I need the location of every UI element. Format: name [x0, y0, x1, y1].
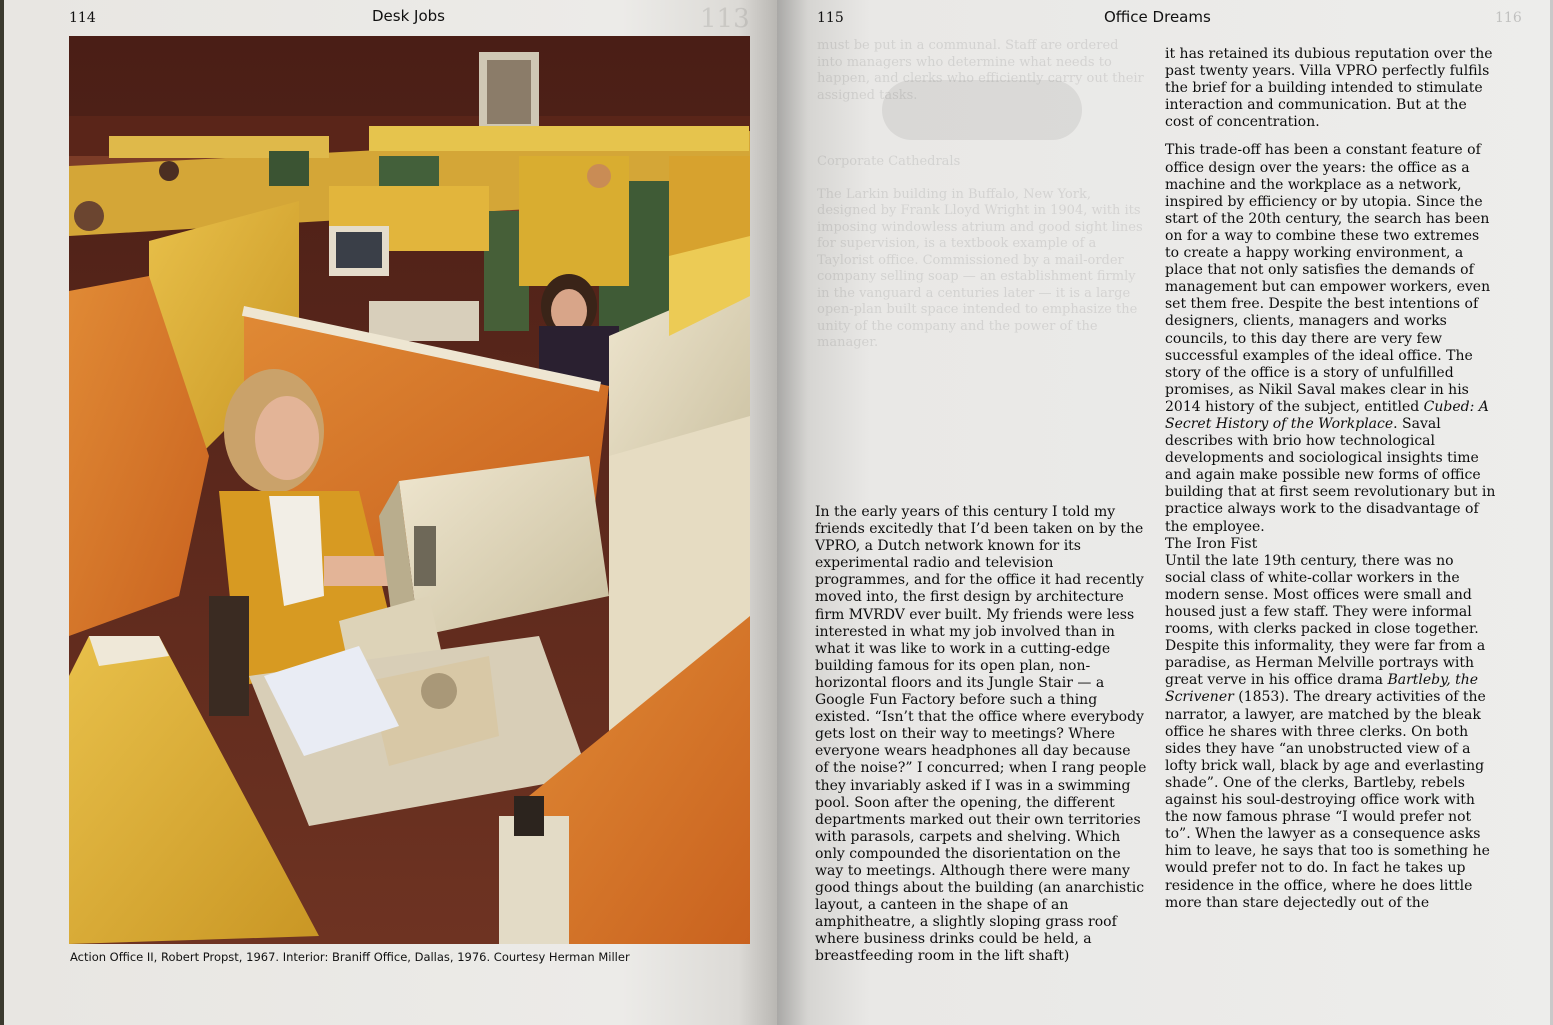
paragraph-villa-vpro: it has retained its dubious reputation over the past twenty years. Villa VPRO perfectly fulfils the brief for a building intended to stimulate interaction and communication. But at the cost of concentration.: [1165, 46, 1493, 131]
text-column-2: [1165, 46, 1497, 912]
paragraph-trade-off-text-b: . Saval describes with brio how technological developments and sociological insights time and again make possible new forms of office building that at first seem revolutionary but in practice always work to the disadvantage of the employee.: [1165, 415, 1496, 535]
photo-caption: Action Office II, Robert Propst, 1967. Interior: Braniff Office, Dallas, 1976. Courtesy Herman Miller: [70, 950, 630, 964]
show-through-shape: [882, 80, 1082, 140]
paragraph-vpro: In the early years of this century I told my friends excitedly that I’d been taken on by the VPRO, a Dutch network known for its experimental radio and television programmes, and for the office it had recently moved into, the first design by architecture firm MVRDV ever built. My friends were less interested in what my job involved than in what it was like to work in a cutting-edge building famous for its open plan, non-horizontal floors and its Jungle Stair — a Google Fun Factory before such a thing existed. “Isn’t that the office where everybody gets lost on their way to meetings? Where everyone wears headphones all day because of the noise?” I concurred; when I rang people they invariably asked if I was in a swimming pool. Soon after the opening, the different departments marked out their own territories with parasols, carpets and shelving. Which only compounded the disorientation on the way to meetings. Although there were many good things about the building (an anarchistic layout, a canteen in the shape of an amphitheatre, a slightly sloping grass roof where business drinks could be held, a breastfeeding room in the lift shaft): [815, 504, 1147, 965]
paragraph-iron-fist: [1165, 553, 1497, 912]
book-title-bartleby: Bartleby, the Scrivener: [1165, 672, 1479, 706]
page-number-left: 114: [69, 10, 96, 26]
paragraph-trade-off-text-a: This trade-off has been a constant feature of office design over the years: the office as a machine and the workplace as a network, inspired by efficiency or by utopia. Since the start of the 20th century, the search has been on for a way to combine these two extremes to create a happy working environment, a place that not only satisfies the demands of management but can empower workers, even set them free. Despite the best intentions of designers, clients, managers and works councils, to this day there are very few successful examples of the ideal office. The story of the office is a story of unfulfilled promises, as Nikil Saval makes clear in his 2014 history of the subject, entitled: [1165, 142, 1491, 415]
page-edge: [0, 0, 4, 1025]
book-title-cubed: Cubed: A Secret History of the Workplace: [1165, 398, 1489, 432]
paragraph-iron-fist-text-b: (1853). The dreary activities of the narrator, a lawyer, are matched by the bleak office he shares with three clerks. On both sides they have “an unobstructed view of a lofty brick wall, black by age and everlasting shade”. One of the clerks, Bartleby, rebels against his soul-destroying office work with the now famous phrase “I would prefer not to”. When the lawyer as a consequence asks him to leave, he says that too is something he would prefer not to do. In fact he takes up residence in the office, where he does little more than stare dejectedly out of the: [1165, 689, 1490, 911]
running-head-left: Desk Jobs: [372, 7, 445, 25]
running-head-right: Office Dreams: [1104, 8, 1211, 26]
office-photo-illustration: [69, 36, 750, 944]
show-through-text: must be put in a communal. Staff are ordered into managers who determine what needs to happen, and clerks who efficiently carry out their assigned tasks. Corporate Cathedrals The Larkin building in Buffalo, New York, designed by Frank Lloyd Wright in 1904, with its imposing windowless atrium and good sight lines for supervision, is a textbook example of a Taylorist office. Commissioned by a mail-order company selling soap — an establishment firmly in the vanguard a centuries later — it is a large open-plan built space intended to emphasize the unity of the company and the power of the manager.: [817, 38, 1144, 350]
page-number-right: 115: [817, 10, 844, 26]
text-column-1: [815, 504, 1147, 966]
paragraph-iron-fist-text-a: Until the late 19th century, there was no social class of white-collar workers in the modern sense. Most offices were small and housed just a few staff. They were informal rooms, with clerks packed in close together. Despite this informality, they were far from a paradise, as Herman Melville portrays with great verve in his office drama: [1165, 552, 1486, 689]
show-through-number: 113: [700, 4, 750, 34]
office-photo: [69, 36, 750, 944]
section-heading: The Iron Fist: [1165, 535, 1258, 552]
right-page: [777, 0, 1553, 1025]
show-through-number: 116: [1495, 10, 1522, 26]
paragraph-trade-off: [1165, 142, 1497, 535]
